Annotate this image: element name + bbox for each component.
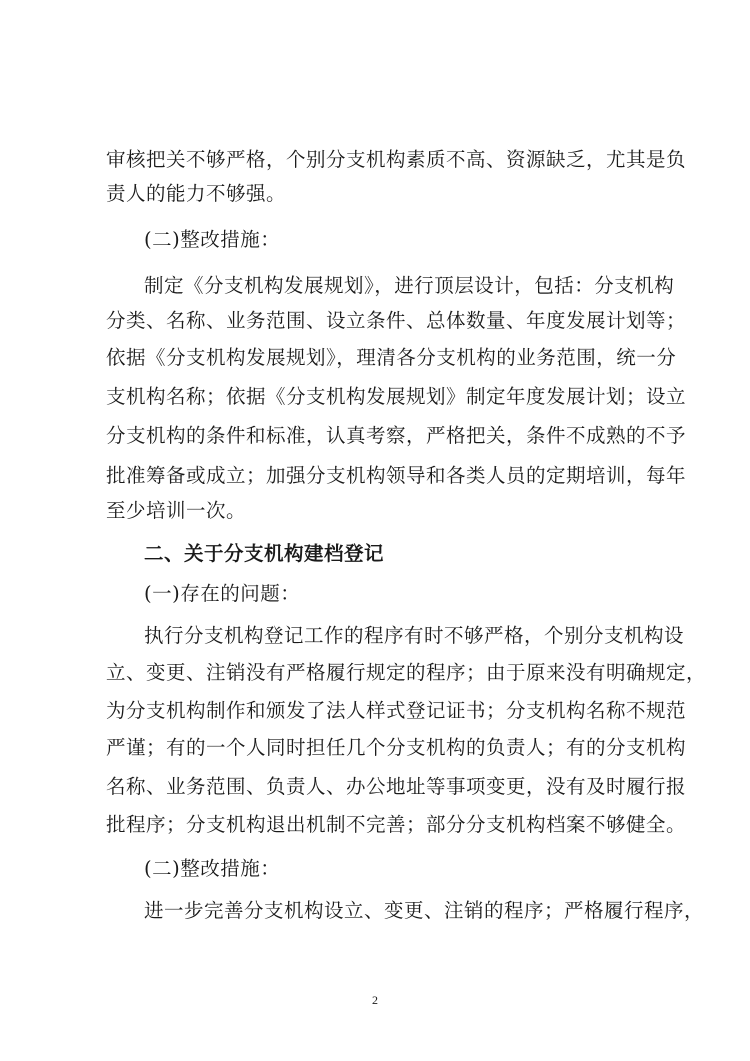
body-line: 至少培训一次。 xyxy=(106,499,247,522)
body-line: 执行分支机构登记工作的程序有时不够严格，个别分支机构设 xyxy=(144,624,685,647)
body-line: 制定《分支机构发展规划》，进行顶层设计，包括：分支机构 xyxy=(144,274,675,297)
body-line: 依据《分支机构发展规划》，理清各分支机构的业务范围，统一分 xyxy=(106,346,677,369)
body-line: 批准筹备或成立；加强分支机构领导和各类人员的定期培训，每年 xyxy=(106,464,687,487)
body-line: 分类、名称、业务范围、设立条件、总体数量、年度发展计划等； xyxy=(106,309,687,332)
page-number: 2 xyxy=(372,993,378,1007)
body-line: 进一步完善分支机构设立、变更、注销的程序；严格履行程序， xyxy=(144,899,705,922)
body-line: 名称、业务范围、负责人、办公地址等事项变更，没有及时履行报 xyxy=(106,775,687,798)
body-line: 责人的能力不够强。 xyxy=(106,182,287,205)
body-line: 为分支机构制作和颁发了法人样式登记证书；分支机构名称不规范 xyxy=(106,699,687,722)
body-line: 分支机构的条件和标准，认真考察，严格把关，条件不成熟的不予 xyxy=(106,424,687,447)
section-subheading: (二)整改措施： xyxy=(144,228,281,251)
body-line: 批程序；分支机构退出机制不完善；部分分支机构档案不够健全。 xyxy=(106,813,687,836)
body-line: 严谨；有的一个人同时担任几个分支机构的负责人；有的分支机构 xyxy=(106,736,687,759)
body-line: 立、变更、注销没有严格履行规定的程序；由于原来没有明确规定， xyxy=(106,661,707,684)
body-line: 审核把关不够严格，个别分支机构素质不高、资源缺乏，尤其是负 xyxy=(106,148,687,171)
section-heading: 二、关于分支机构建档登记 xyxy=(144,542,385,565)
section-subheading: (二)整改措施： xyxy=(144,857,281,880)
body-line: 支机构名称；依据《分支机构发展规划》制定年度发展计划；设立 xyxy=(106,385,687,408)
section-subheading: (一)存在的问题： xyxy=(144,582,301,605)
